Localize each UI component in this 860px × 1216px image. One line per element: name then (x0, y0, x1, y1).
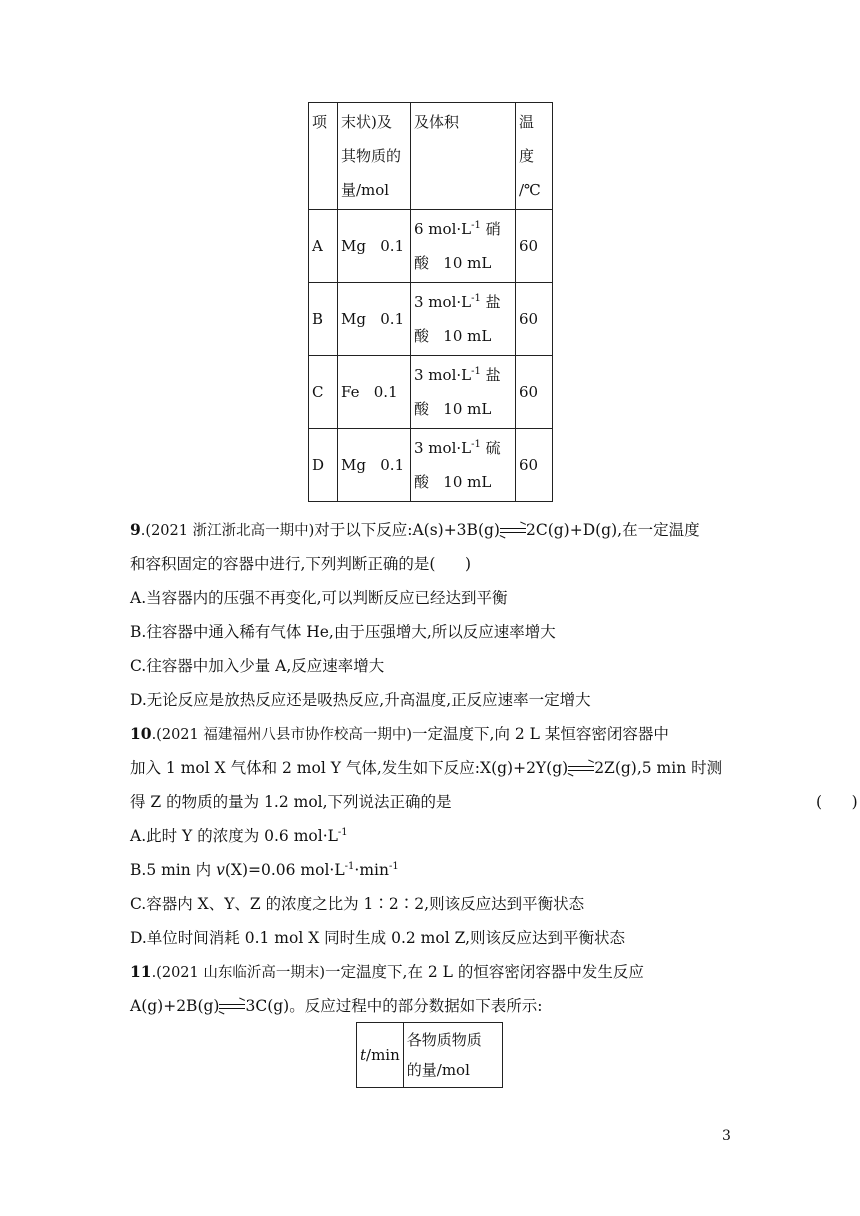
q11-stem-line1: 11.(2021 山东临沂高一期末)一定温度下,在 2 L 的恒容密闭容器中发生反应 (130, 962, 644, 981)
table-row (309, 429, 553, 502)
row-temp: 60 (516, 283, 553, 356)
q10-option-a: A.此时 Y 的浓度为 0.6 $mol\cdot L^{-1}$ (130, 827, 348, 845)
amount-data-table (356, 1022, 503, 1088)
row-temp: 60 (516, 356, 553, 429)
row-metal: Mg 0.1 (338, 429, 411, 502)
table-row (309, 356, 553, 429)
row-metal: Mg 0.1 (338, 283, 411, 356)
table-header-row (309, 103, 553, 210)
row-id: B (309, 283, 338, 356)
reaction-conditions-table (308, 102, 553, 502)
equilibrium-arrow-icon (568, 763, 594, 775)
q9-stem-line1: 9.(2021 浙江浙北高一期中)对于以下反应:A(s)+3B(g) 2C(g)+D(g),在一定温度 (130, 518, 730, 543)
row-id: C (309, 356, 338, 429)
header-cell-acid: 及体积 (411, 103, 516, 210)
page-number: 3 (722, 1128, 731, 1144)
q10-stem-line1: 10.(2021 福建福州八县市协作校高一期中)一定温度下,向 2 L 某恒容密闭容器中 (130, 724, 669, 743)
equilibrium-arrow-icon (219, 1001, 245, 1013)
row-temp: 60 (516, 210, 553, 283)
row-id: D (309, 429, 338, 502)
equilibrium-arrow-icon (500, 525, 526, 537)
row-temp: 60 (516, 429, 553, 502)
q9-option-a: A.当容器内的压强不再变化,可以判断反应已经达到平衡 (130, 589, 508, 607)
header-cell-time: t/min (357, 1023, 404, 1088)
q9-option-c: C.往容器中加入少量 A,反应速率增大 (130, 657, 385, 675)
row-metal: Mg 0.1 (338, 210, 411, 283)
header-cell-temperature: 温 度 /℃ (516, 103, 553, 210)
row-metal: Fe 0.1 (338, 356, 411, 429)
q11-stem-line2: A(g)+2B(g) 3C(g)。反应过程中的部分数据如下表所示: (130, 994, 730, 1018)
row-id: A (309, 210, 338, 283)
table-row (309, 210, 553, 283)
q10-option-d: D.单位时间消耗 0.1 mol X 同时生成 0.2 mol Z,则该反应达到平衡状态 (130, 929, 626, 947)
table-header-row (357, 1023, 503, 1088)
q10-option-b: B.5 min 内 v(X)=0.06 $mol\cdot L^{-1}\cdot\min^{-1}$ (130, 861, 399, 879)
row-acid: 3 $mol\cdot L^{-1}$ 硫 酸 10 mL (411, 429, 516, 502)
q9-stem-line2: 和容积固定的容器中进行,下列判断正确的是( ) (130, 555, 472, 573)
row-acid: 3 $mol\cdot L^{-1}$ 盐 酸 10 mL (411, 283, 516, 356)
header-cell-amounts: 各物质物质 的量/mol (403, 1023, 502, 1088)
table-row (309, 283, 553, 356)
row-acid: 6 $mol\cdot L^{-1}$ 硝 酸 10 mL (411, 210, 516, 283)
q9-option-d: D.无论反应是放热反应还是吸热反应,升高温度,正反应速率一定增大 (130, 691, 591, 709)
header-cell-metal: 末状)及 其物质的 量/mol (338, 103, 411, 210)
q10-option-c: C.容器内 X、Y、Z 的浓度之比为 1∶2∶2,则该反应达到平衡状态 (130, 895, 585, 913)
q10-stem-line3: 得 Z 的物质的量为 1.2 mol,下列说法正确的是 ( ) (130, 793, 858, 811)
header-cell-item: 项 (309, 103, 338, 210)
q10-stem-line2: 加入 1 mol X 气体和 2 mol Y 气体,发生如下反应:X(g)+2Y(g) 2Z(g),5 min 时测 (130, 756, 730, 780)
row-acid: 3 $mol\cdot L^{-1}$ 盐 酸 10 mL (411, 356, 516, 429)
q9-option-b: B.往容器中通入稀有气体 He,由于压强增大,所以反应速率增大 (130, 623, 556, 641)
